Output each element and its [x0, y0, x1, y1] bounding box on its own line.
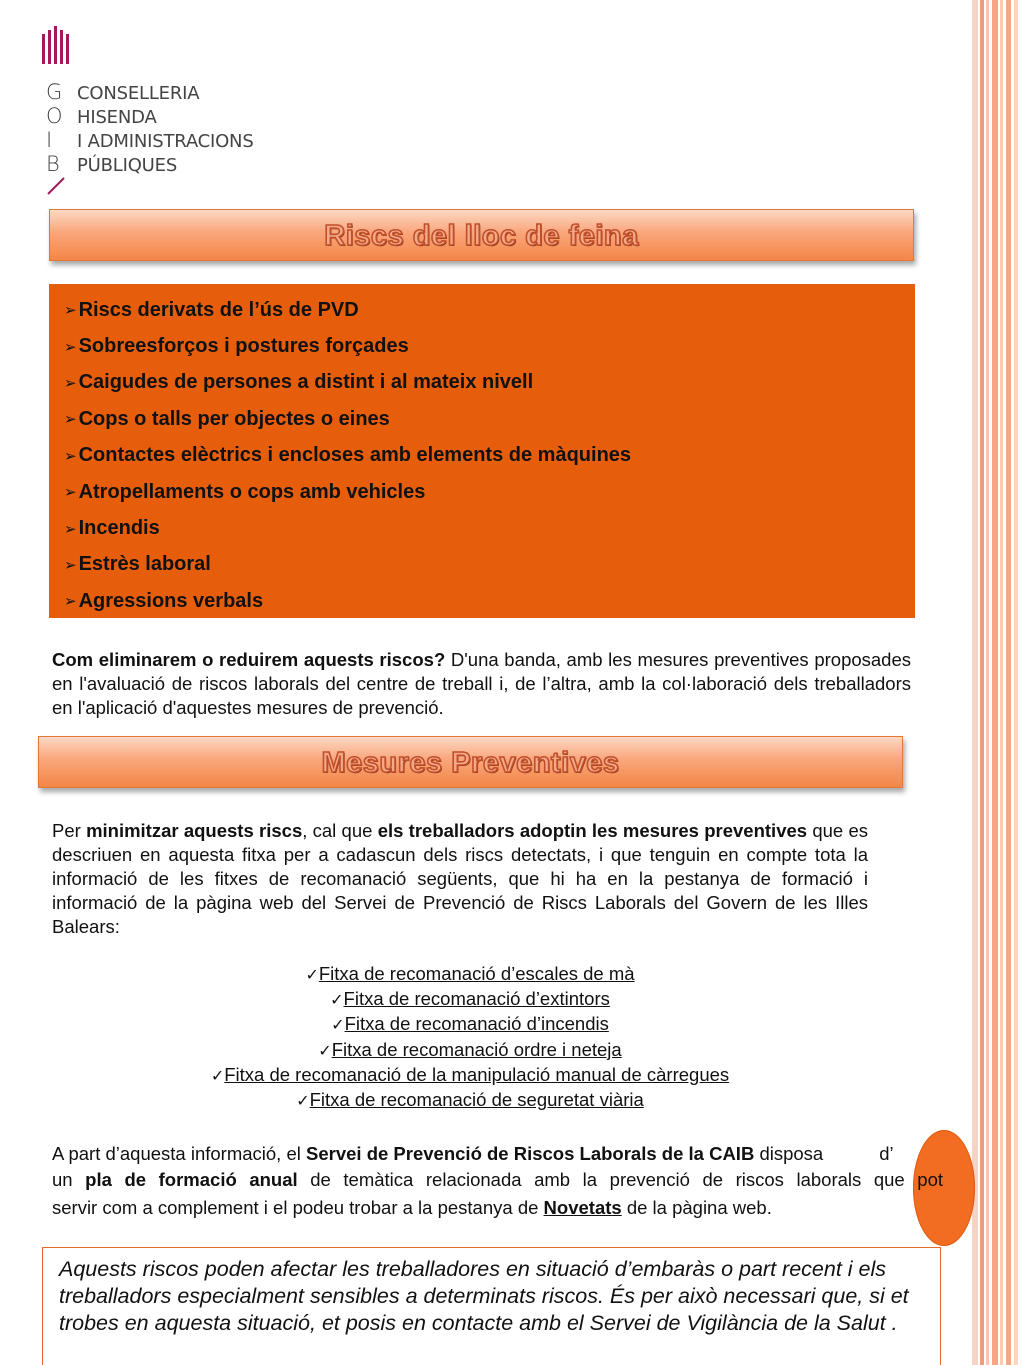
- list-item: [40, 987, 900, 1012]
- checkmark-icon: ✓: [330, 990, 344, 1010]
- goib-logo: [40, 26, 280, 206]
- list-item: ➢ Incendis: [64, 517, 160, 540]
- list-item: ➢ Cops o talls per objectes o eines: [64, 407, 390, 430]
- logo-letter: G: [46, 80, 63, 104]
- list-item: ➢ Atropellaments o cops amb vehicles: [64, 480, 426, 503]
- arrow-bullet-icon: ➢: [64, 337, 77, 356]
- recommendation-link[interactable]: Fitxa de recomanació d’extintors: [343, 988, 610, 1010]
- training-line: servir com a complement i el podeu trobar a la pestanya de Novetats de la pàgina web.: [52, 1197, 772, 1218]
- note-text: Aquests riscos poden afectar les treballadores en situació d’embaràs o part recent i els treballadors especialment sensibles a determinats riscos. És per això necessari que, si et trobes en aquesta situació, et posis en contacte amb el Servei de Vigilància de la Salut .: [59, 1257, 909, 1335]
- logo-slash-icon: [46, 176, 66, 196]
- recommendation-link[interactable]: Fitxa de recomanació d’incendis: [344, 1013, 609, 1035]
- list-item: ➢ Agressions verbals: [64, 589, 264, 612]
- arrow-bullet-icon: ➢: [64, 373, 77, 392]
- logo-text-line: CONSELLERIA: [77, 83, 200, 104]
- checkmark-icon: ✓: [331, 1015, 345, 1035]
- list-item: ➢ Sobreesforços i postures forçades: [64, 335, 409, 358]
- arrow-bullet-icon: ➢: [64, 592, 77, 611]
- list-item: [40, 1038, 900, 1063]
- arrow-bullet-icon: ➢: [64, 519, 77, 538]
- checkmark-icon: ✓: [210, 1065, 225, 1085]
- arrow-bullet-icon: ➢: [64, 483, 77, 502]
- list-item: ➢ Caigudes de persones a distint i al mateix nivell: [64, 371, 534, 394]
- training-line: A part d’aquesta informació, el Servei de Prevenció de Riscos Laborals de la CAIB disposa d’: [52, 1143, 894, 1164]
- arrow-bullet-icon: ➢: [64, 410, 77, 429]
- logo-letter: O: [46, 104, 63, 128]
- decorative-stripes: [972, 0, 1024, 1365]
- question-bold: Com eliminarem o reduirem aquests riscos?: [52, 649, 446, 670]
- arrow-bullet-icon: ➢: [64, 301, 77, 320]
- section-title-bar: [49, 209, 914, 261]
- training-paragraph: [52, 1141, 943, 1221]
- section-title: Riscs del lloc de feina: [324, 220, 639, 252]
- arrow-bullet-icon: ➢: [64, 446, 77, 465]
- checkmark-icon: ✓: [296, 1091, 310, 1111]
- measures-paragraph: Per minimitzar aquests riscs, cal que els treballadors adoptin les mesures preventives que es descriuen en aquesta fitxa per a cadascun dels riscs detectats, i que tenguin en compte tota la informació de les fitxes de recomanació següents, que hi ha en la pestanya de formació i informació de la pàgina web del Servei de Prevenció de Riscs Laborals del Govern de les Illes Balears:: [52, 820, 869, 937]
- list-item: ➢ Riscs derivats de l’ús de PVD: [64, 298, 359, 321]
- section-title-bar: [38, 736, 903, 788]
- section-title: Mesures Preventives: [321, 747, 620, 779]
- risks-list: [49, 284, 915, 618]
- list-item: ➢ Contactes elèctrics i encloses amb elements de màquines: [64, 444, 632, 467]
- novetats-link[interactable]: Novetats: [543, 1197, 622, 1218]
- list-item: [40, 1088, 900, 1113]
- list-item: ➢ Estrès laboral: [64, 553, 211, 576]
- logo-letter: B: [46, 152, 60, 176]
- checkmark-icon: ✓: [305, 965, 319, 984]
- logo-text-line: HISENDA: [77, 107, 157, 128]
- balearic-flag-icon: [40, 26, 70, 66]
- list-item: [40, 962, 900, 987]
- logo-letter: I: [46, 128, 53, 152]
- list-item: [40, 1012, 900, 1037]
- training-line: un pla de formació anual de temàtica relacionada amb la prevenció de riscos laborals que pot: [52, 1169, 944, 1190]
- recommendation-link[interactable]: Fitxa de recomanació de seguretat viària: [309, 1089, 644, 1111]
- recommendation-link[interactable]: Fitxa de recomanació de la manipulació manual de càrregues: [224, 1063, 730, 1085]
- list-item: [40, 1063, 900, 1088]
- logo-text-line: PÚBLIQUES: [77, 155, 178, 176]
- logo-text-line: I ADMINISTRACIONS: [77, 131, 254, 152]
- recommendation-links: [40, 962, 900, 1113]
- question-paragraph: [52, 648, 911, 720]
- arrow-bullet-icon: ➢: [64, 555, 77, 574]
- pregnancy-note-box: [42, 1247, 941, 1365]
- checkmark-icon: ✓: [318, 1040, 332, 1060]
- recommendation-link[interactable]: Fitxa de recomanació d’escales de mà: [318, 963, 635, 984]
- question-text: D'una banda, amb les mesures preventives proposades en l'avaluació de riscos laborals del centre de treball i, de l’altra, amb la col·laboració dels treballadors en l'aplicació d'aquestes mesures de prevenció.: [52, 649, 912, 718]
- recommendation-link[interactable]: Fitxa de recomanació ordre i neteja: [331, 1038, 622, 1060]
